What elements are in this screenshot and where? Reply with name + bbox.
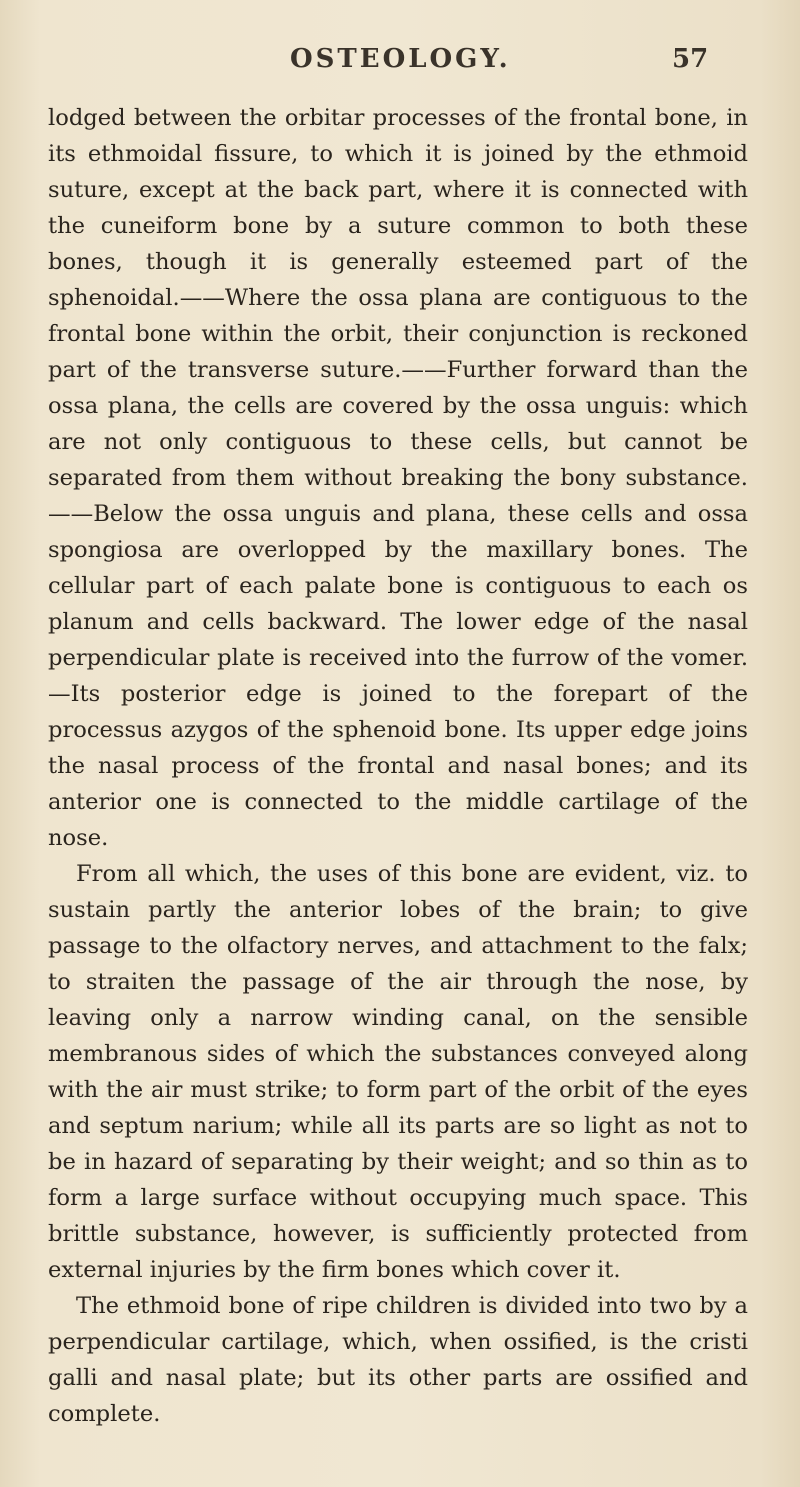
paragraph-3: The ethmoid bone of ripe children is divided into two by a perpendicular cartilage, which, when ossified, is the cristi galli and nasal plate; but its other parts are ossified and complete.: [48, 1293, 748, 1427]
body-text: [48, 100, 748, 1432]
paragraph-1: lodged between the orbitar processes of the frontal bone, in its ethmoidal fissure, to which it is joined by the ethmoid suture, except at the back part, where it is connected with the cuneiform bone by a suture common to both these bones, though it is generally esteemed part of the sphenoidal.——Where the ossa plana are contiguous to the frontal bone within the orbit, their conjunction is reckoned part of the transverse suture.——Further forward than the ossa plana, the cells are covered by the ossa unguis: which are not only contiguous to these cells, but cannot be separated from them without breaking the bony substance.——Below the ossa unguis and plana, these cells and ossa spongiosa are overlopped by the maxillary bones. The cellular part of each palate bone is contiguous to each os planum and cells backward. The lower edge of the nasal perpendicular plate is received into the furrow of the vomer.—Its posterior edge is joined to the forepart of the processus azygos of the sphenoid bone. Its upper edge joins the nasal process of the frontal and nasal bones; and its anterior one is connected to the middle cartilage of the nose.: [48, 105, 748, 851]
page-number: 57: [672, 44, 709, 74]
page-header: [0, 44, 800, 84]
running-head: OSTEOLOGY.: [290, 44, 511, 74]
paragraph-2: From all which, the uses of this bone are evident, viz. to sustain partly the anterior lobes of the brain; to give passage to the olfactory nerves, and attachment to the falx; to straiten the passage of the air through the nose, by leaving only a narrow winding canal, on the sensible membranous sides of which the substances conveyed along with the air must strike; to form part of the orbit of the eyes and septum narium; while all its parts are so light as not to be in hazard of separating by their weight; and so thin as to form a large surface without occupying much space. This brittle substance, however, is sufficiently protected from external injuries by the firm bones which cover it.: [48, 861, 748, 1283]
